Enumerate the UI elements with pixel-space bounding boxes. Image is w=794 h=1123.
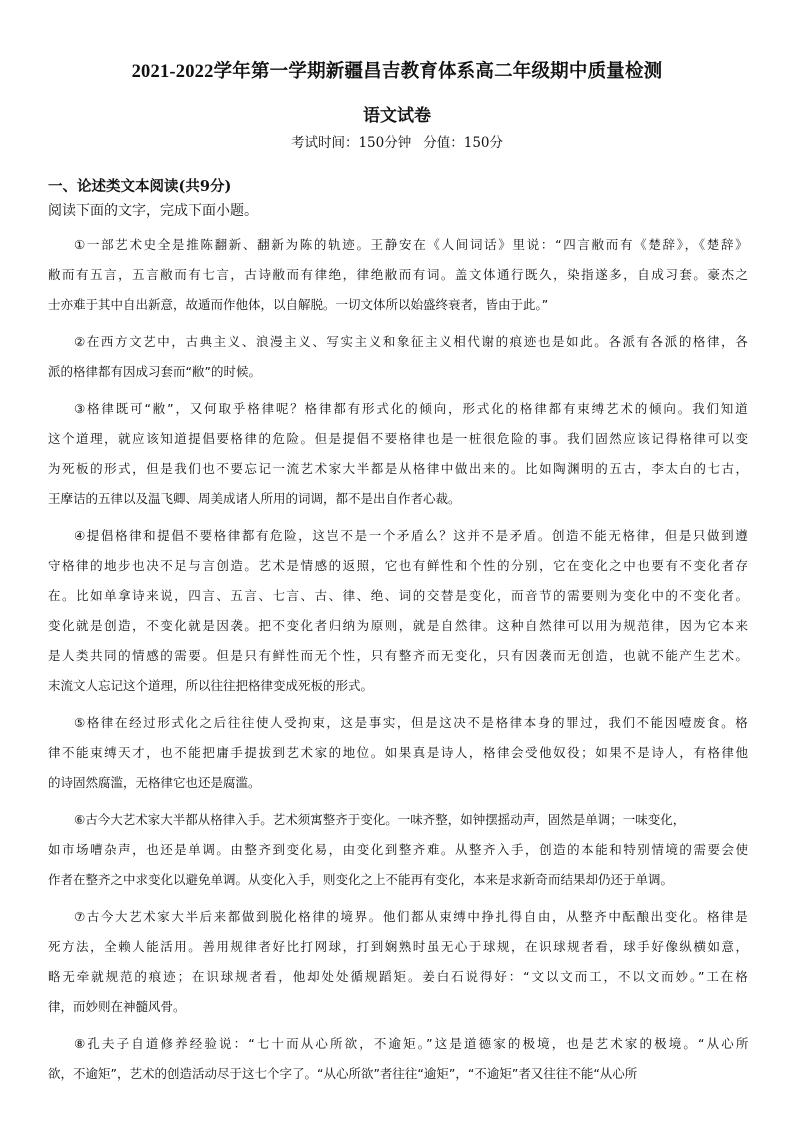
paragraph-line: 守格律的地步也决不足与言创造。艺术是情感的返照，它也有鲜性和个性的分别，它在变化之中也要有不变化者存 xyxy=(48,558,750,573)
paragraph-line: 律不能束缚天才，也不能把庸手提拔到艺术家的地位。如果真是诗人，格律会受他奴役；如果不是诗人，有格律他 xyxy=(48,745,750,760)
paragraph-line: ⑥古今大艺术家大半都从格律入手。艺术须寓整齐于变化。一味齐整，如钟摆摇动声，固然是单调；一味变化， xyxy=(74,812,686,827)
paragraph-line: 律，而妙则在神髓风骨。 xyxy=(48,999,186,1014)
paragraph-line: 略无牵就规范的痕迹；在识球规者看，他却处处循规蹈矩。姜白石说得好：“文以文而工，不以文而妙。”工在格 xyxy=(48,969,750,984)
reading-passage xyxy=(48,230,751,1096)
paragraph-line: 死方法，全赖人能活用。善用规律者好比打网球，打到娴熟时虽无心于球规，在识球规者看，球手好像纵横如意， xyxy=(48,939,750,954)
paragraph-line: 是人类共同的情感的需要。但是只有鲜性而无个性，只有整齐而无变化，只有因袭而无创造，也就不能产生艺术。 xyxy=(48,648,750,663)
section-heading: 一、论述类文本阅读(共9分) xyxy=(48,178,232,195)
paragraph-line: 在。比如单拿诗来说，四言、五言、七言、古、律、绝、词的交替是变化，而音节的需要则为变化中的不变化者。 xyxy=(48,588,750,603)
exam-time: 考试时间：150分钟 xyxy=(290,135,412,151)
paragraph-line: ⑤格律在经过形式化之后往往使人受拘束，这是事实，但是这决不是格律本身的罪过，我们不能因噎废食。格 xyxy=(74,715,750,730)
paragraph-line: 王摩诘的五律以及温飞卿、周美成诸人所用的词调，都不是出自作者心裁。 xyxy=(48,491,461,506)
exam-title: 2021-2022学年第一学期新疆昌吉教育体系高二年级期中质量检测 xyxy=(131,62,663,82)
passage-paragraph xyxy=(48,708,748,798)
paragraph-line: 末流文人忘记这个道理，所以往往把格律变成死板的形式。 xyxy=(48,678,374,693)
paragraph-line: 士亦难于其中自出新意，故遁而作他体，以自解脱。一切文体所以始盛终衰者，皆由于此。” xyxy=(48,297,549,312)
paragraph-line: 派的格律都有因成习套而“敝”的时候。 xyxy=(48,364,261,379)
passage-paragraph xyxy=(48,327,748,387)
paragraph-line: 这个道理，就应该知道提倡要格律的危险。但是提倡不要格律也是一桩很危险的事。我们固然应该记得格律可以变 xyxy=(48,431,750,446)
passage-paragraph xyxy=(48,1029,751,1089)
paragraph-line: 如市场嘈杂声，也还是单调。由整齐到变化易，由变化到整齐难。从整齐入手，创造的本能和特别情境的需要会使 xyxy=(48,842,750,857)
paragraph-line: 欲，不逾矩”，艺术的创造活动尽于这七个字了。“从心所欲”者往往“逾矩”，“不逾矩”者又往往不能“从心所 xyxy=(48,1066,638,1081)
passage-paragraph xyxy=(48,394,748,514)
paragraph-line: 为死板的形式，但是我们也不要忘记一流艺术家大半都是从格律中做出来的。比如陶渊明的五古，李太白的七古， xyxy=(48,461,750,476)
exam-meta xyxy=(0,131,794,151)
exam-subtitle: 语文试卷 xyxy=(363,106,431,126)
paragraph-line: ④提倡格律和提倡不要格律都有危险，这岂不是一个矛盾么？这并不是矛盾。创造不能无格律，但是只做到遵 xyxy=(74,528,750,543)
paragraph-line: ①一部艺术史全是推陈翻新、翻新为陈的轨迹。王静安在《人间词话》里说：“四言敝而有《楚辞》，《楚辞》 xyxy=(74,237,750,252)
paragraph-line: 变化就是创造，不变化就是因袭。把不变化者归纳为原则，就是自然律。这种自然律可以用为规范律，因为它本来 xyxy=(48,618,750,633)
passage-paragraph xyxy=(48,805,748,895)
paragraph-line: ⑦古今大艺术家大半后来都做到脱化格律的境界。他们都从束缚中挣扎得自由，从整齐中酝酿出变化。格律是 xyxy=(74,909,750,924)
passage-paragraph xyxy=(48,521,748,701)
exam-score: 分值：150分 xyxy=(423,135,504,151)
paragraph-line: ③格律既可“敝”，又何取乎格律呢？格律都有形式化的倾向，形式化的格律都有束缚艺术的倾向。我们知道 xyxy=(74,401,750,416)
paragraph-line: 作者在整齐之中求变化以避免单调。从变化入手，则变化之上不能再有变化，本来是求新奇而结果却仍还于单调。 xyxy=(48,872,674,887)
passage-paragraph xyxy=(48,902,748,1022)
paragraph-line: 的诗固然腐滥，无格律它也还是腐滥。 xyxy=(48,775,261,790)
paragraph-line: ②在西方文艺中，古典主义、浪漫主义、写实主义和象征主义相代谢的痕迹也是如此。各派有各派的格律，各 xyxy=(74,334,750,349)
paragraph-line: ⑧孔夫子自道修养经验说：“七十而从心所欲，不逾矩。”这是道德家的极境，也是艺术家的极境。“从心所 xyxy=(74,1036,751,1051)
paragraph-line: 敝而有五言，五言敝而有七言，古诗敝而有律绝，律绝敝而有词。盖文体通行既久，染指遂多，自成习套。豪杰之 xyxy=(48,267,750,282)
reading-instruction: 阅读下面的文字，完成下面小题。 xyxy=(48,203,258,219)
passage-paragraph xyxy=(48,230,748,320)
